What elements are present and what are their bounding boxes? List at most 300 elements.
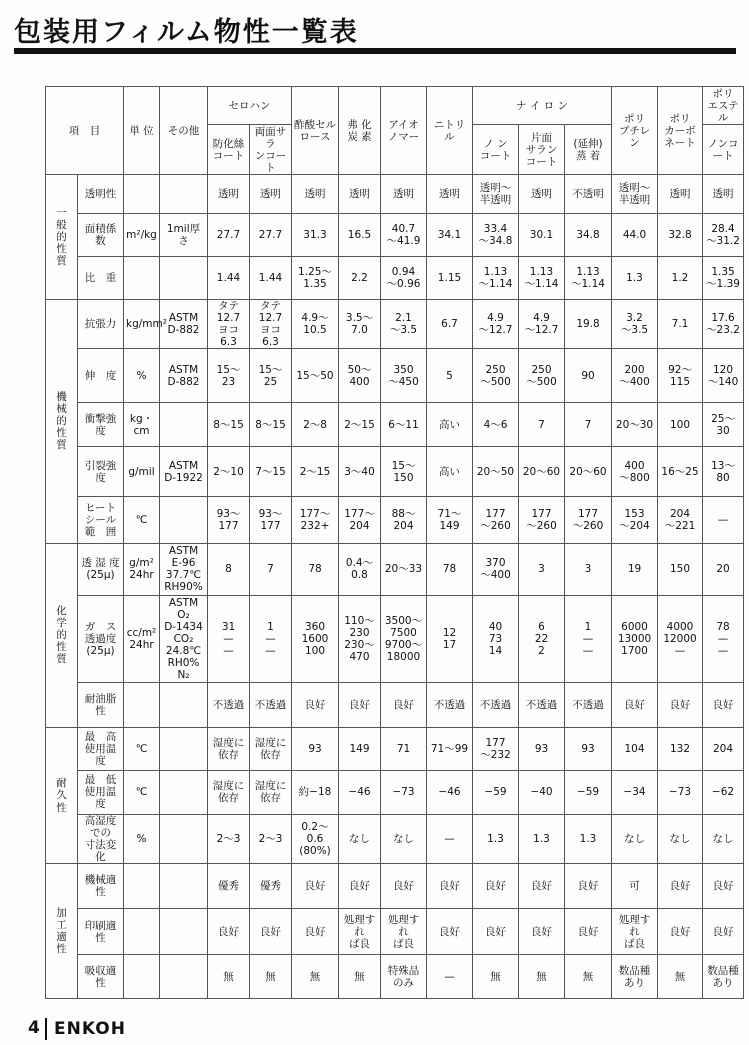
header-nylon: ナ イ ロ ン bbox=[473, 87, 612, 125]
value-cell: 3 bbox=[519, 543, 565, 596]
condition-cell bbox=[160, 955, 208, 999]
value-cell: 31 — — bbox=[208, 596, 250, 683]
value-cell: 良好 bbox=[703, 864, 744, 909]
value-cell: 360 1600 100 bbox=[292, 596, 339, 683]
table-row bbox=[46, 955, 744, 999]
value-cell: 20〜60 bbox=[519, 447, 565, 497]
value-cell: 150 bbox=[658, 543, 703, 596]
value-cell: 110〜230 230〜470 bbox=[339, 596, 381, 683]
value-cell: 処理すれ ば良 bbox=[381, 908, 427, 955]
header-nitrile: ニトリル bbox=[427, 87, 473, 175]
value-cell: 71 bbox=[381, 727, 427, 770]
value-cell: −62 bbox=[703, 771, 744, 814]
value-cell: 177 〜260 bbox=[473, 497, 519, 544]
value-cell: 0.94 〜0.96 bbox=[381, 257, 427, 299]
value-cell: 15〜150 bbox=[381, 447, 427, 497]
value-cell: 3.2 〜3.5 bbox=[612, 299, 658, 349]
value-cell: 無 bbox=[473, 955, 519, 999]
property-name: 高湿度での 寸法変化 bbox=[78, 814, 124, 864]
value-cell: −73 bbox=[658, 771, 703, 814]
value-cell: 15〜23 bbox=[208, 349, 250, 403]
value-cell: 177 〜260 bbox=[519, 497, 565, 544]
value-cell: 不透過 bbox=[208, 683, 250, 728]
condition-cell bbox=[160, 497, 208, 544]
value-cell: −73 bbox=[381, 771, 427, 814]
page-title: 包装用フィルム物性一覧表 bbox=[14, 17, 359, 48]
value-cell: 7 bbox=[250, 543, 292, 596]
value-cell: 不透過 bbox=[565, 683, 612, 728]
header-cellophane-a: 防化絲 コート bbox=[208, 125, 250, 175]
title-rule bbox=[14, 48, 736, 54]
unit-cell: % bbox=[124, 349, 160, 403]
value-cell: −46 bbox=[339, 771, 381, 814]
value-cell: 良好 bbox=[208, 908, 250, 955]
value-cell: 1 — — bbox=[565, 596, 612, 683]
value-cell: 良好 bbox=[658, 908, 703, 955]
value-cell: 処理すれ ば良 bbox=[612, 908, 658, 955]
table-row bbox=[46, 257, 744, 299]
value-cell: 40 73 14 bbox=[473, 596, 519, 683]
value-cell: 0.4〜0.8 bbox=[339, 543, 381, 596]
value-cell: 高い bbox=[427, 447, 473, 497]
value-cell: 良好 bbox=[292, 908, 339, 955]
value-cell: 良好 bbox=[381, 864, 427, 909]
value-cell: 4.9 〜12.7 bbox=[519, 299, 565, 349]
property-name: 吸収適性 bbox=[78, 955, 124, 999]
value-cell: 93〜177 bbox=[250, 497, 292, 544]
value-cell: −59 bbox=[473, 771, 519, 814]
value-cell: 良好 bbox=[427, 864, 473, 909]
value-cell: 4〜6 bbox=[473, 402, 519, 447]
value-cell: 良好 bbox=[612, 683, 658, 728]
value-cell: 400 〜800 bbox=[612, 447, 658, 497]
footer-divider bbox=[45, 1018, 47, 1040]
value-cell: 無 bbox=[292, 955, 339, 999]
value-cell: 特殊品 のみ bbox=[381, 955, 427, 999]
value-cell: 1.3 bbox=[473, 814, 519, 864]
value-cell: 17.6 〜23.2 bbox=[703, 299, 744, 349]
value-cell: 1.2 bbox=[658, 257, 703, 299]
condition-cell bbox=[160, 257, 208, 299]
value-cell: 1.15 bbox=[427, 257, 473, 299]
value-cell: 8〜15 bbox=[250, 402, 292, 447]
value-cell: 200 〜400 bbox=[612, 349, 658, 403]
value-cell: 不透過 bbox=[250, 683, 292, 728]
header-fluorocarbon: 弗 化 炭 素 bbox=[339, 87, 381, 175]
value-cell: 92〜115 bbox=[658, 349, 703, 403]
value-cell: 177 〜232 bbox=[473, 727, 519, 770]
value-cell: 20 bbox=[703, 543, 744, 596]
value-cell: 32.8 bbox=[658, 213, 703, 256]
value-cell: 2〜10 bbox=[208, 447, 250, 497]
value-cell: 良好 bbox=[703, 683, 744, 728]
unit-cell bbox=[124, 175, 160, 213]
value-cell: 250 〜500 bbox=[519, 349, 565, 403]
value-cell: 27.7 bbox=[208, 213, 250, 256]
property-name: 透明性 bbox=[78, 175, 124, 213]
value-cell: 透明 bbox=[381, 175, 427, 213]
value-cell: 透明 bbox=[339, 175, 381, 213]
condition-cell: ASTM D-1922 bbox=[160, 447, 208, 497]
value-cell: 無 bbox=[565, 955, 612, 999]
value-cell: 優秀 bbox=[250, 864, 292, 909]
property-name: 比 重 bbox=[78, 257, 124, 299]
value-cell: 湿度に 依存 bbox=[250, 771, 292, 814]
value-cell: 78 bbox=[427, 543, 473, 596]
value-cell: 34.1 bbox=[427, 213, 473, 256]
value-cell: 3.5〜7.0 bbox=[339, 299, 381, 349]
unit-cell bbox=[124, 908, 160, 955]
value-cell: 良好 bbox=[292, 683, 339, 728]
value-cell: 177〜204 bbox=[339, 497, 381, 544]
table-row bbox=[46, 771, 744, 814]
value-cell: 湿度に 依存 bbox=[208, 727, 250, 770]
value-cell: 4000 12000 — bbox=[658, 596, 703, 683]
value-cell: 15〜50 bbox=[292, 349, 339, 403]
value-cell: 93〜177 bbox=[208, 497, 250, 544]
value-cell: 2〜15 bbox=[292, 447, 339, 497]
value-cell: 40.7 〜41.9 bbox=[381, 213, 427, 256]
value-cell: 透明 bbox=[250, 175, 292, 213]
value-cell: 44.0 bbox=[612, 213, 658, 256]
value-cell: 数品種 あり bbox=[703, 955, 744, 999]
value-cell: 15〜25 bbox=[250, 349, 292, 403]
value-cell: 28.4 〜31.2 bbox=[703, 213, 744, 256]
header-polycarbonate: ポリ カーボ ネート bbox=[658, 87, 703, 175]
property-name: 伸 度 bbox=[78, 349, 124, 403]
condition-cell bbox=[160, 175, 208, 213]
category-label: 化 学 的 性 質 bbox=[46, 543, 78, 727]
header-polyester: ポリ エステル bbox=[703, 87, 744, 125]
property-name: 抗張力 bbox=[78, 299, 124, 349]
value-cell: 良好 bbox=[703, 908, 744, 955]
unit-cell: ℃ bbox=[124, 497, 160, 544]
value-cell: 1.44 bbox=[208, 257, 250, 299]
header-polybutylene: ポリ ブチレン bbox=[612, 87, 658, 175]
value-cell: 1.44 bbox=[250, 257, 292, 299]
value-cell: 1.3 bbox=[565, 814, 612, 864]
value-cell: 88〜204 bbox=[381, 497, 427, 544]
film-property-table bbox=[45, 86, 744, 999]
value-cell: 12 17 bbox=[427, 596, 473, 683]
value-cell: — bbox=[427, 814, 473, 864]
header-ionomer: アイオ ノマー bbox=[381, 87, 427, 175]
value-cell: 湿度に 依存 bbox=[250, 727, 292, 770]
value-cell: 良好 bbox=[658, 864, 703, 909]
value-cell: 25〜30 bbox=[703, 402, 744, 447]
value-cell: 良好 bbox=[339, 683, 381, 728]
property-name: ヒートシール 範 囲 bbox=[78, 497, 124, 544]
value-cell: 良好 bbox=[519, 908, 565, 955]
value-cell: 無 bbox=[339, 955, 381, 999]
value-cell: 良好 bbox=[565, 908, 612, 955]
value-cell: 優秀 bbox=[208, 864, 250, 909]
value-cell: 132 bbox=[658, 727, 703, 770]
value-cell: 数品種 あり bbox=[612, 955, 658, 999]
header-cellophane: セロハン bbox=[208, 87, 292, 125]
page-number: 4 bbox=[28, 1018, 40, 1038]
value-cell: 71〜99 bbox=[427, 727, 473, 770]
unit-cell: kg・cm bbox=[124, 402, 160, 447]
value-cell: 2〜15 bbox=[339, 402, 381, 447]
value-cell: なし bbox=[658, 814, 703, 864]
value-cell: 透明〜 半透明 bbox=[473, 175, 519, 213]
value-cell: 3〜40 bbox=[339, 447, 381, 497]
property-name: 機械適性 bbox=[78, 864, 124, 909]
value-cell: 1.35 〜1.39 bbox=[703, 257, 744, 299]
value-cell: — bbox=[427, 955, 473, 999]
property-name: 耐油脂性 bbox=[78, 683, 124, 728]
header-polyester-a: ノンコート bbox=[703, 125, 744, 175]
unit-cell bbox=[124, 683, 160, 728]
value-cell: 7〜15 bbox=[250, 447, 292, 497]
condition-cell bbox=[160, 727, 208, 770]
value-cell: 2.2 bbox=[339, 257, 381, 299]
value-cell: 16〜25 bbox=[658, 447, 703, 497]
value-cell: −34 bbox=[612, 771, 658, 814]
value-cell: −59 bbox=[565, 771, 612, 814]
value-cell: 不透過 bbox=[427, 683, 473, 728]
value-cell: なし bbox=[381, 814, 427, 864]
unit-cell: cc/m² 24hr bbox=[124, 596, 160, 683]
value-cell: 不透過 bbox=[519, 683, 565, 728]
value-cell: 透明 bbox=[292, 175, 339, 213]
category-label: 加 工 適 性 bbox=[46, 864, 78, 999]
value-cell: 93 bbox=[292, 727, 339, 770]
value-cell: 20〜60 bbox=[565, 447, 612, 497]
value-cell: 3500〜7500 9700〜18000 bbox=[381, 596, 427, 683]
condition-cell bbox=[160, 683, 208, 728]
value-cell: なし bbox=[612, 814, 658, 864]
condition-cell bbox=[160, 402, 208, 447]
value-cell: — bbox=[703, 497, 744, 544]
header-nylon-a: ノ ン コート bbox=[473, 125, 519, 175]
value-cell: 処理すれ ば良 bbox=[339, 908, 381, 955]
value-cell: タテ12.7 ヨコ 6.3 bbox=[208, 299, 250, 349]
value-cell: 2〜8 bbox=[292, 402, 339, 447]
value-cell: 30.1 bbox=[519, 213, 565, 256]
condition-cell: ASTM E-96 37.7℃ RH90% bbox=[160, 543, 208, 596]
property-name: 面積係数 bbox=[78, 213, 124, 256]
value-cell: 370 〜400 bbox=[473, 543, 519, 596]
condition-cell bbox=[160, 908, 208, 955]
value-cell: 13〜80 bbox=[703, 447, 744, 497]
condition-cell: ASTM O₂ D-1434 CO₂ 24.8℃ RH0% N₂ bbox=[160, 596, 208, 683]
value-cell: 良好 bbox=[473, 864, 519, 909]
value-cell: 7 bbox=[519, 402, 565, 447]
value-cell: 7.1 bbox=[658, 299, 703, 349]
value-cell: タテ12.7 ヨコ 6.3 bbox=[250, 299, 292, 349]
value-cell: 不透過 bbox=[473, 683, 519, 728]
value-cell: 50〜400 bbox=[339, 349, 381, 403]
property-name: 最 高 使用温度 bbox=[78, 727, 124, 770]
table-row bbox=[46, 213, 744, 256]
value-cell: 93 bbox=[565, 727, 612, 770]
value-cell: 27.7 bbox=[250, 213, 292, 256]
unit-cell bbox=[124, 257, 160, 299]
table-row bbox=[46, 683, 744, 728]
category-label: 機 械 的 性 質 bbox=[46, 299, 78, 543]
condition-cell bbox=[160, 771, 208, 814]
header-item: 項 目 bbox=[46, 87, 124, 175]
value-cell: 350 〜450 bbox=[381, 349, 427, 403]
value-cell: 5 bbox=[427, 349, 473, 403]
property-name: 衝撃強度 bbox=[78, 402, 124, 447]
value-cell: 良好 bbox=[427, 908, 473, 955]
value-cell: 104 bbox=[612, 727, 658, 770]
header-nylon-b: 片面 サランコート bbox=[519, 125, 565, 175]
value-cell: 透明 bbox=[703, 175, 744, 213]
value-cell: 16.5 bbox=[339, 213, 381, 256]
value-cell: 177〜232+ bbox=[292, 497, 339, 544]
value-cell: 良好 bbox=[250, 908, 292, 955]
value-cell: なし bbox=[703, 814, 744, 864]
value-cell: 無 bbox=[658, 955, 703, 999]
value-cell: 153 〜204 bbox=[612, 497, 658, 544]
value-cell: 90 bbox=[565, 349, 612, 403]
value-cell: 1.13 〜1.14 bbox=[519, 257, 565, 299]
value-cell: 可 bbox=[612, 864, 658, 909]
table-row bbox=[46, 814, 744, 864]
value-cell: 湿度に 依存 bbox=[208, 771, 250, 814]
value-cell: 透明 bbox=[208, 175, 250, 213]
brand-logo: ENKOH bbox=[54, 1019, 126, 1039]
value-cell: 4.9 〜12.7 bbox=[473, 299, 519, 349]
value-cell: 不透明 bbox=[565, 175, 612, 213]
value-cell: 透明 bbox=[427, 175, 473, 213]
unit-cell: % bbox=[124, 814, 160, 864]
value-cell: 34.8 bbox=[565, 213, 612, 256]
value-cell: 2〜3 bbox=[250, 814, 292, 864]
value-cell: 149 bbox=[339, 727, 381, 770]
value-cell: なし bbox=[339, 814, 381, 864]
table-row bbox=[46, 299, 744, 349]
value-cell: −40 bbox=[519, 771, 565, 814]
unit-cell: ℃ bbox=[124, 771, 160, 814]
unit-cell: g/mil bbox=[124, 447, 160, 497]
table-row bbox=[46, 175, 744, 213]
value-cell: 20〜30 bbox=[612, 402, 658, 447]
value-cell: 良好 bbox=[473, 908, 519, 955]
unit-cell: g/m² 24hr bbox=[124, 543, 160, 596]
value-cell: 100 bbox=[658, 402, 703, 447]
value-cell: 1.13 〜1.14 bbox=[565, 257, 612, 299]
value-cell: 良好 bbox=[339, 864, 381, 909]
value-cell: 93 bbox=[519, 727, 565, 770]
value-cell: 78 bbox=[292, 543, 339, 596]
value-cell: 良好 bbox=[519, 864, 565, 909]
category-label: 一 般 的 性 質 bbox=[46, 175, 78, 299]
value-cell: 良好 bbox=[292, 864, 339, 909]
property-name: ガ ス 透過度 (25μ) bbox=[78, 596, 124, 683]
condition-cell bbox=[160, 814, 208, 864]
header-other: その他 bbox=[160, 87, 208, 175]
value-cell: 2.1 〜3.5 bbox=[381, 299, 427, 349]
value-cell: 2〜3 bbox=[208, 814, 250, 864]
unit-cell: kg/mm² bbox=[124, 299, 160, 349]
unit-cell: ℃ bbox=[124, 727, 160, 770]
table-row bbox=[46, 543, 744, 596]
value-cell: 1.3 bbox=[519, 814, 565, 864]
table-row bbox=[46, 908, 744, 955]
value-cell: 8 bbox=[208, 543, 250, 596]
value-cell: 31.3 bbox=[292, 213, 339, 256]
value-cell: 78 — — bbox=[703, 596, 744, 683]
value-cell: 7 bbox=[565, 402, 612, 447]
value-cell: 透明〜 半透明 bbox=[612, 175, 658, 213]
unit-cell bbox=[124, 864, 160, 909]
value-cell: 約−18 bbox=[292, 771, 339, 814]
condition-cell: ASTM D-882 bbox=[160, 349, 208, 403]
property-name: 透 湿 度 (25μ) bbox=[78, 543, 124, 596]
value-cell: 無 bbox=[208, 955, 250, 999]
condition-cell: ASTM D-882 bbox=[160, 299, 208, 349]
header-nylon-c: (延伸) 蒸 着 bbox=[565, 125, 612, 175]
value-cell: 204 bbox=[703, 727, 744, 770]
condition-cell: 1mil厚さ bbox=[160, 213, 208, 256]
value-cell: 20〜50 bbox=[473, 447, 519, 497]
value-cell: 1.25〜1.35 bbox=[292, 257, 339, 299]
table-row bbox=[46, 349, 744, 403]
value-cell: 120 〜140 bbox=[703, 349, 744, 403]
header-cellophane-b: 両面サラ ンコート bbox=[250, 125, 292, 175]
table-row bbox=[46, 402, 744, 447]
value-cell: 1 — — bbox=[250, 596, 292, 683]
unit-cell: m²/kg bbox=[124, 213, 160, 256]
table-row bbox=[46, 864, 744, 909]
value-cell: 良好 bbox=[565, 864, 612, 909]
value-cell: 6〜11 bbox=[381, 402, 427, 447]
table-row bbox=[46, 596, 744, 683]
value-cell: 1.3 bbox=[612, 257, 658, 299]
value-cell: 透明 bbox=[519, 175, 565, 213]
table-row bbox=[46, 727, 744, 770]
value-cell: 6.7 bbox=[427, 299, 473, 349]
value-cell: 6 22 2 bbox=[519, 596, 565, 683]
value-cell: 1.13 〜1.14 bbox=[473, 257, 519, 299]
value-cell: 250 〜500 bbox=[473, 349, 519, 403]
property-name: 引裂強度 bbox=[78, 447, 124, 497]
value-cell: 204 〜221 bbox=[658, 497, 703, 544]
value-cell: 20〜33 bbox=[381, 543, 427, 596]
header-acetate: 酢酸セル ロース bbox=[292, 87, 339, 175]
table-row bbox=[46, 447, 744, 497]
value-cell: 19 bbox=[612, 543, 658, 596]
value-cell: 8〜15 bbox=[208, 402, 250, 447]
category-label: 耐 久 性 bbox=[46, 727, 78, 864]
value-cell: 無 bbox=[519, 955, 565, 999]
value-cell: 3 bbox=[565, 543, 612, 596]
value-cell: 良好 bbox=[658, 683, 703, 728]
unit-cell bbox=[124, 955, 160, 999]
value-cell: 0.2〜0.6 (80%) bbox=[292, 814, 339, 864]
value-cell: 無 bbox=[250, 955, 292, 999]
value-cell: 6000 13000 1700 bbox=[612, 596, 658, 683]
condition-cell bbox=[160, 864, 208, 909]
value-cell: 透明 bbox=[658, 175, 703, 213]
table-row bbox=[46, 497, 744, 544]
value-cell: 高い bbox=[427, 402, 473, 447]
value-cell: 33.4 〜34.8 bbox=[473, 213, 519, 256]
value-cell: 177 〜260 bbox=[565, 497, 612, 544]
value-cell: 良好 bbox=[381, 683, 427, 728]
value-cell: 19.8 bbox=[565, 299, 612, 349]
value-cell: 71〜149 bbox=[427, 497, 473, 544]
header-unit: 単 位 bbox=[124, 87, 160, 175]
value-cell: −46 bbox=[427, 771, 473, 814]
value-cell: 4.9〜10.5 bbox=[292, 299, 339, 349]
property-name: 最 低 使用温度 bbox=[78, 771, 124, 814]
